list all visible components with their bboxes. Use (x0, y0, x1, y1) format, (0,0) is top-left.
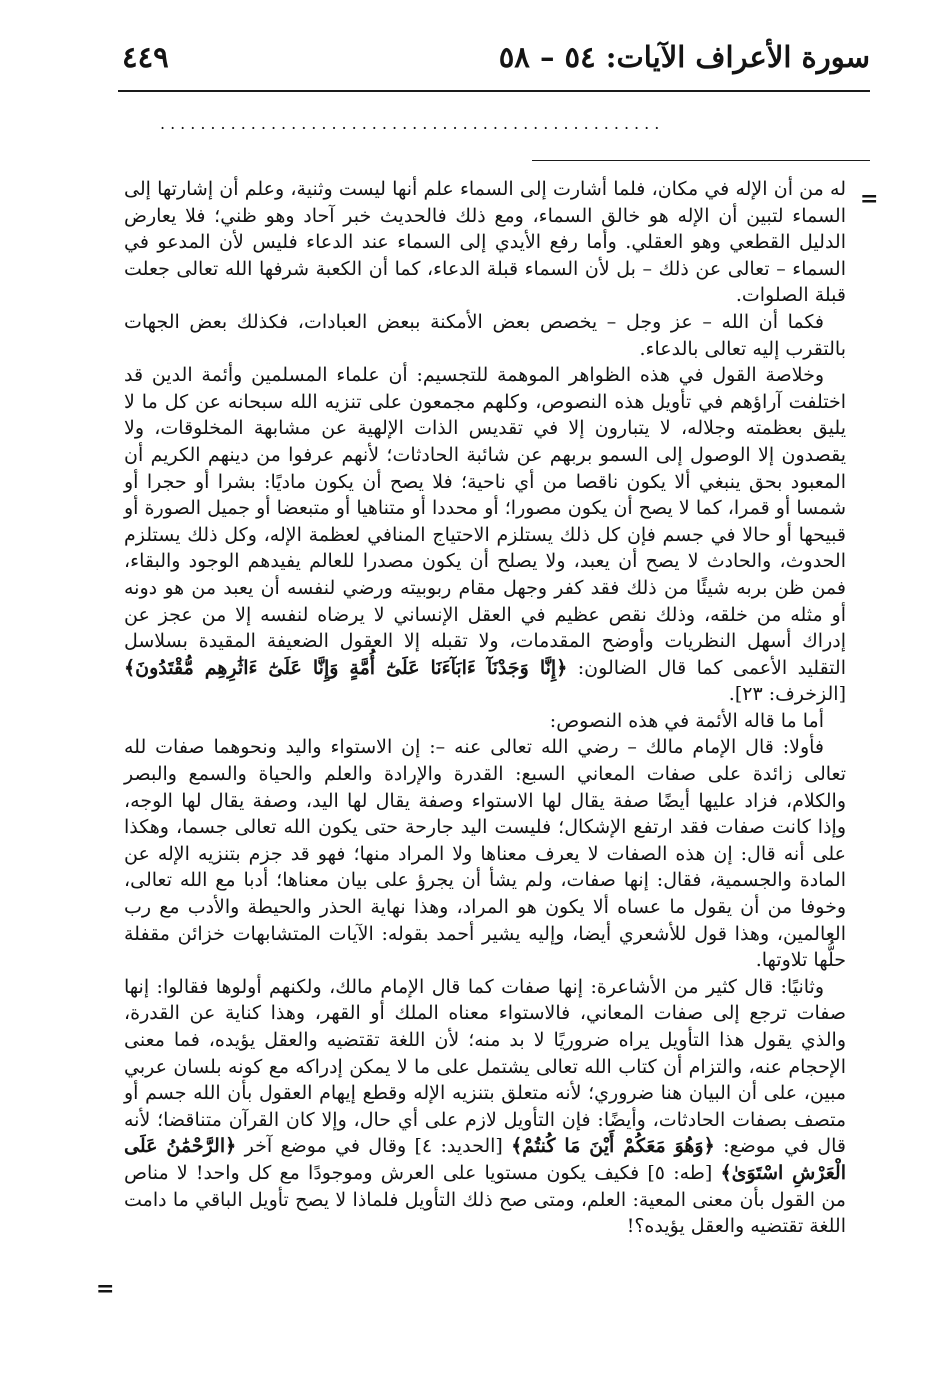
page-number: ٤٤٩ (122, 40, 169, 74)
continuation-mark-bottom: = (96, 1276, 115, 1302)
quran-verse: ﴿الرَّحْمَٰنُ عَلَى الْعَرْشِ اسْتَوَىٰ﴾ (124, 1135, 846, 1184)
paragraph: له من أن الإله في مكان، فلما أشارت إلى السماء علم أنها ليست وثنية، وعلم أن إشارتها إلى السماء لتبين أن الإله هو خالق السماء، ومع ذلك فالحديث خبر آحاد وهو ظني؛ فلا يعارض الدليل القطعي وهو العقلي. وأما رفع الأيدي إلى السماء عند الدعاء فليس لأن المدعو في السماء – تعالى عن ذلك – بل لأن السماء قبلة الدعاء، كما أن الكعبة شرفها الله تعالى جعلت قبلة الصلوات. (124, 178, 846, 307)
verse-reference: [الزخرف: ٢٣]. (728, 683, 846, 706)
page-header (118, 34, 870, 90)
footnote-body (124, 176, 846, 1240)
quran-verse: ﴿وَهُوَ مَعَكُمْ أَيْنَ مَا كُنتُمْ﴾ (511, 1135, 715, 1158)
paragraph: وثانيًا: قال كثير من الأشاعرة: إنها صفات كما قال الإمام مالك، ولكنهم أولوها فقالوا: إنها صفات ترجع إلى صفات المعاني، فالاستواء معناه الملك أو القهر، وهذا كناية عن القدرة، والذي يقول هذا التأويل يراه ضروريًا لا بد منه؛ لأن اللغة تقتضيه والعقل يؤيده، فما معنى الإحجام عنه، والتزام أن كتاب الله تعالى يشتمل على ما لا يمكن إدراكه مع كونه بلسان عربي مبين، على أن البيان هنا ضروري؛ لأنه متعلق بتنزيه الإله وقطع إيهام العقول بأن الله جسم أو متصف بصفات الحادثات، وأيضًا: فإن التأويل لازم على أي حال، وإلا كان القرآن متناقضا؛ لأنه قال في موضع: ﴿وَهُوَ مَعَكُمْ أَيْنَ مَا كُنتُمْ﴾ [الحديد: ٤] وقال في موضع آخر ﴿الرَّحْمَٰنُ عَلَى الْعَرْشِ اسْتَوَىٰ﴾ [طه: ٥] فكيف يكون مستويا على العرش وموجودًا مع كل واحد! لا مناص من القول بأن معنى المعية: العلم، ومتى صح ذلك التأويل فلماذا لا يصح تأويل الباقي ما دامت اللغة تقتضيه والعقل يؤيده؟! (124, 975, 846, 1238)
paragraph: أما ما قاله الأئمة في هذه النصوص: (549, 709, 824, 732)
quran-verse: ﴿إِنَّا وَجَدْنَآ ءَابَآءَنَا عَلَىٰٓ أُمَّةٍ وَإِنَّا عَلَىٰٓ ءَاثَٰرِهِم مُّقْتَدُونَ﴾ (124, 656, 568, 679)
running-title: سورة الأعراف الآيات: ٥٤ – ٥٨ (498, 40, 870, 74)
paragraph: فكما أن الله – عز وجل – يخصص بعض الأمكنة ببعض العبادات، فكذلك بعض الجهات بالتقرب إليه تعالى بالدعاء. (124, 310, 846, 360)
verse-reference: [الحديد: ٤] وقال في موضع آخر (244, 1135, 503, 1158)
footnote-rule (532, 160, 870, 161)
section-separator-dots: .................................................. (160, 114, 665, 133)
continuation-mark-top: = (860, 186, 879, 212)
paragraph: فأولا: قال الإمام مالك – رضي الله تعالى عنه –: إن الاستواء واليد ونحوهما صفات لله تعالى زائدة على صفات المعاني السبع: القدرة والإرادة والعلم والحياة والسمع والبصر والكلام، فزاد عليها أيضًا صفة يقال لها الاستواء وصفة يقال لها اليد، وصفة يقال لها الوجه، وإذا كانت صفات فقد ارتفع الإشكال؛ فليست اليد جارحة حتى يكون الله تعالى جسما، وهكذا على أنه قال: إن هذه الصفات لا يعرف معناها ولا المراد منها؛ فهو قد جزم بتنزيه الإله عن المادة والجسمية، فقال: إنها صفات، ولم يشأ أن يجرؤ على بيان معناها؛ أدبا مع الله تعالى، وخوفا من أن يقول ما عساه ألا يكون هو المراد، وهذا نهاية الحذر والحيطة والأدب مع رب العالمين، وهذا قول للأشعري أيضا، وإليه يشير أحمد بقوله: الآيات المتشابهات خزائن مقفلة حلُّها تلاوتها. (124, 736, 846, 972)
verse-reference: [طه: ٥] فكيف يكون مستويا على العرش وموجودًا مع كل واحد! لا مناص من القول بأن معنى المعية: العلم، ومتى صح ذلك التأويل فلماذا لا يصح تأويل الباقي ما دامت اللغة تقتضيه والعقل يؤيده؟! (124, 1161, 846, 1238)
header-rule (118, 90, 870, 92)
paragraph: وخلاصة القول في هذه الظواهر الموهمة للتجسيم: أن علماء المسلمين وأئمة الدين قد اختلفت آراؤهم في تأويل هذه النصوص، وكلهم مجمعون على تنزيه الله سبحانه عن كل ما لا يليق بعظمته وجلاله، لا يتبارون إلا في تقديس الذات الإلهية عن مشابهة المخلوقات، ولا يقصدون إلا الوصول إلى السمو بربهم عن شائبة الحادثات؛ لأنهم عرفوا من دينهم الكريم أن المعبود بحق ينبغي ألا يكون ناقصا من أي ناحية؛ فلا يصح أن يكون ماديًا: بشرا أو حجرا أو شمسا أو قمرا، كما لا يصح أن يكون مصورا؛ أو محددا أو متناهيا أو متبعضا أو جميل الصورة أو قبيحها أو حالا في جسم فإن كل ذلك يستلزم الاحتياج المنافي لعظمة الإله، وكل ذلك يستلزم الحدوث، والحادث لا يصح أن يعبد، ولا يصلح أن يكون مصدرا للعالم يفيدهم الوجود والبقاء، فمن ظن بربه شيئًا من ذلك فقد كفر وجهل مقام ربوبيته ورضي لنفسه أن يعبد من هو دونه أو مثله من خلقه، وذلك نقص عظيم في العقل الإنساني لا يرضاه لنفسه إلا من عجز عن إدراك أسهل النظريات وأوضح المقدمات، ولا تقبله إلا العقول الضعيفة المقيدة بسلاسل التقليد الأعمى كما قال الضالون: ﴿إِنَّا وَجَدْنَآ ءَابَآءَنَا عَلَىٰٓ أُمَّةٍ وَإِنَّا عَلَىٰٓ ءَاثَٰرِهِم مُّقْتَدُونَ﴾ [الزخرف: ٢٣]. (124, 364, 846, 706)
